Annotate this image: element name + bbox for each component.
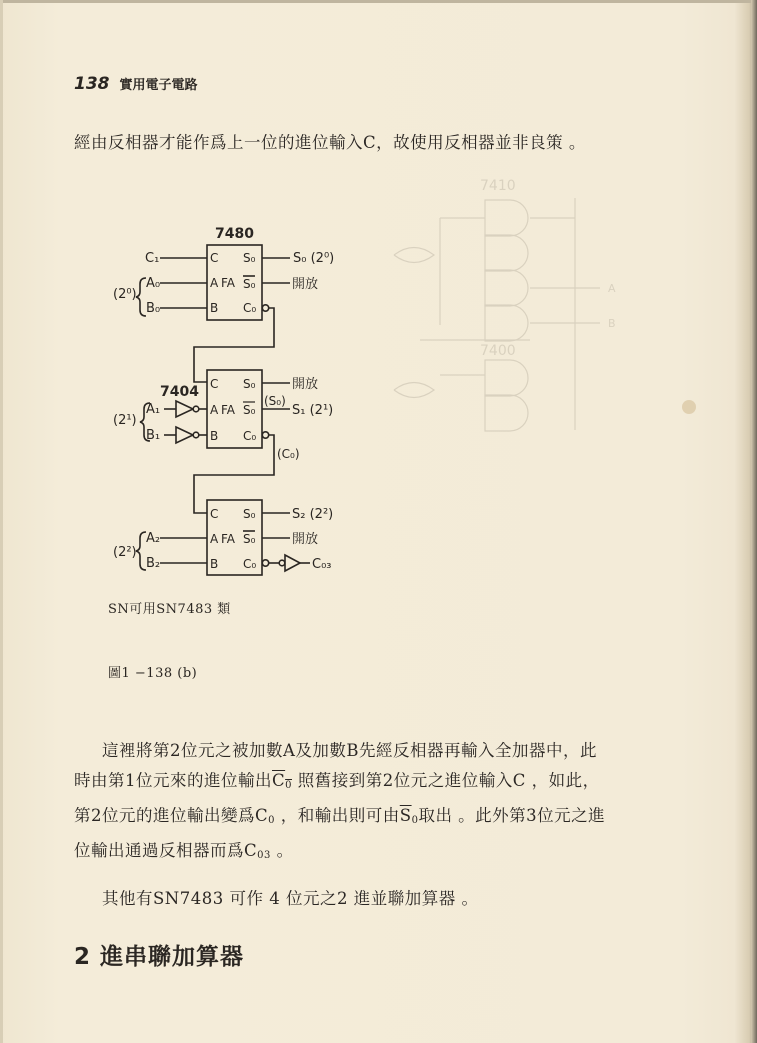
pin-s: S₀ [243, 251, 256, 265]
text-run: 位輸出通過反相器而爲C [74, 841, 258, 860]
output-s0-label: S₀ (2⁰) [293, 251, 335, 266]
input-a1-label: A₁ [146, 402, 161, 417]
pin-c: C [210, 251, 219, 265]
page-number: 138 [74, 74, 110, 94]
subscript: 0 [285, 780, 292, 791]
c0-bar-symbol [272, 771, 292, 790]
output-open-label: 開放 [292, 532, 319, 547]
note-s0: (S₀) [264, 394, 286, 408]
text-run: 時由第1位元來的進位輸出 [74, 771, 272, 790]
bit-weight-2: (2²) [113, 545, 137, 560]
text-run: 取出 。此外第3位元之進 [418, 806, 606, 825]
pin-s-bar: S₀ [243, 277, 256, 291]
pin-b: B [210, 429, 219, 443]
text-run: 照舊接到第2位元之進位輸入C ，如此， [292, 771, 600, 790]
s-bar-symbol [400, 806, 412, 825]
pin-s-bar: S₀ [243, 532, 256, 546]
paragraph-intro: 經由反相器才能作爲上一位的進位輸入C，故使用反相器並非良策 。 [74, 133, 586, 152]
pin-co: C₀ [243, 301, 257, 315]
chip-label-7404: 7404 [160, 384, 199, 400]
output-open-label: 開放 [292, 377, 319, 392]
note-c0: (C₀) [277, 447, 300, 461]
output-c03-label: C₀₃ [312, 557, 332, 572]
pin-c: C [210, 377, 219, 391]
pin-s-bar: S₀ [243, 403, 256, 417]
figure-caption: 圖1 −138 (b) [108, 666, 198, 681]
pin-b: B [210, 557, 219, 571]
pin-co: C₀ [243, 429, 257, 443]
pin-c: C [210, 507, 219, 521]
text-run: C [272, 771, 286, 790]
bit-weight-1: (2¹) [113, 413, 137, 428]
output-s1-label: S₁ (2¹) [292, 403, 334, 418]
input-b1-label: B₁ [146, 428, 161, 443]
book-title: 實用電子電路 [119, 78, 198, 93]
input-a2-label: A₂ [146, 531, 161, 546]
carry-in-label: C₁ [145, 251, 160, 266]
paragraph-sn7483: 其他有SN7483 可作 4 位元之2 進並聯加算器 。 [102, 889, 479, 908]
bit-weight-0: (2⁰) [113, 287, 137, 302]
section-heading: 2 進串聯加算器 [74, 944, 245, 970]
pin-s: S₀ [243, 377, 256, 391]
paragraph-line [74, 836, 605, 871]
text-run: ，和輸出則可由 [275, 806, 400, 825]
paragraph-line: 這裡將第2位元之被加數A及加數B先經反相器再輸入全加器中，此 [102, 741, 598, 760]
paragraph-explanation [74, 736, 605, 871]
output-open-label: 開放 [292, 277, 319, 292]
diagram-note: SN可用SN7483 類 [108, 602, 231, 617]
text-run: 第2位元的進位輸出變爲C [74, 806, 269, 825]
pin-co: C₀ [243, 557, 257, 571]
input-b2-label: B₂ [146, 556, 161, 571]
text-run: $\overline{S}$ [399, 806, 412, 825]
paragraph-line [74, 766, 605, 801]
subscript: 03 [257, 850, 271, 861]
subscript: 0 [268, 815, 275, 826]
pin-a: A [210, 403, 219, 417]
pin-a: A [210, 532, 219, 546]
pin-a: A [210, 276, 219, 290]
text-run: 。 [270, 841, 294, 860]
paragraph-line [74, 801, 605, 836]
pin-s: S₀ [243, 507, 256, 521]
subscript: 0 [411, 815, 419, 826]
chip-label-7480: 7480 [215, 226, 254, 242]
output-s2-label: S₂ (2²) [292, 507, 334, 522]
block-fa: FA [221, 276, 236, 290]
input-b0-label: B₀ [146, 301, 161, 316]
block-fa: FA [221, 532, 236, 546]
pin-b: B [210, 301, 219, 315]
input-a0-label: A₀ [146, 276, 161, 291]
block-fa: FA [221, 403, 236, 417]
